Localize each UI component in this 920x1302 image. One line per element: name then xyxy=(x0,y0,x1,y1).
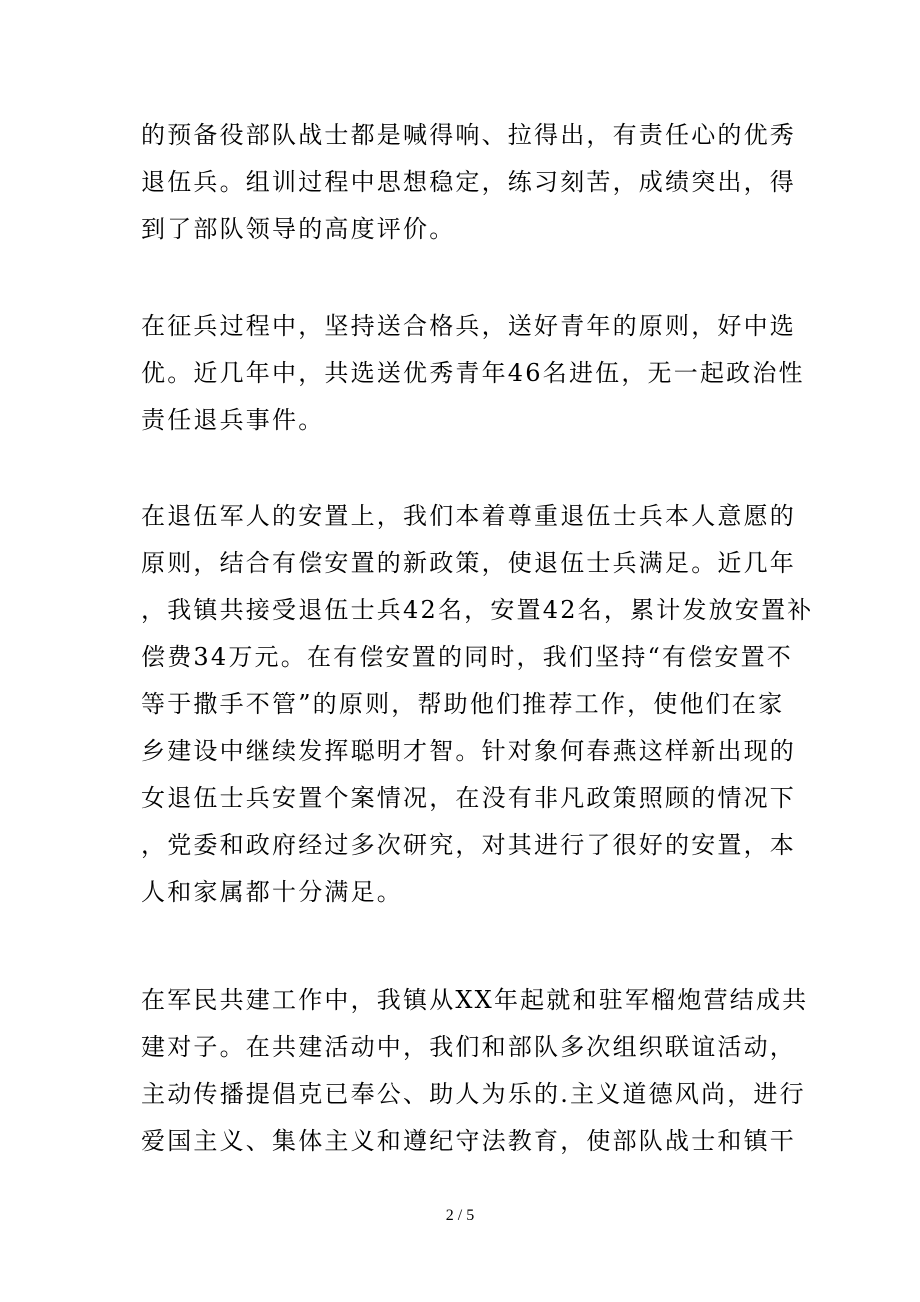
text-line: 主动传播提倡克已奉公、助人为乐的.主义道德风尚，进行 xyxy=(141,1080,806,1108)
text-line: ，党委和政府经过多次研究，对其进行了很好的安置，本 xyxy=(141,831,796,859)
text-line: 退伍兵。组训过程中思想稳定，练习刻苦，成绩突出，得 xyxy=(141,168,796,196)
paragraph-2 xyxy=(141,303,805,444)
text-line: 到了部队领导的高度评价。 xyxy=(141,215,456,243)
text-line: 乡建设中继续发挥聪明才智。针对象何春燕这样新出现的 xyxy=(141,737,796,765)
text-line: 在退伍军人的安置上，我们本着尊重退伍士兵本人意愿的 xyxy=(141,502,796,530)
text-line: 偿费34万元。在有偿安置的同时，我们坚持“有偿安置不 xyxy=(141,643,794,671)
text-line: 建对子。在共建活动中，我们和部队多次组织联谊活动， xyxy=(141,1033,796,1061)
text-line: 在军民共建工作中，我镇从XX年起就和驻军榴炮营结成共 xyxy=(141,986,809,1014)
text-line: 女退伍士兵安置个案情况，在没有非凡政策照顾的情况下 xyxy=(141,784,796,812)
text-line: 人和家属都十分满足。 xyxy=(141,878,403,906)
page-number: 2 / 5 xyxy=(445,1207,475,1224)
text-line: 爱国主义、集体主义和遵纪守法教育，使部队战士和镇干 xyxy=(141,1127,796,1155)
paragraph-3 xyxy=(141,493,814,916)
text-line: ，我镇共接受退伍士兵42名，安置42名，累计发放安置补 xyxy=(141,596,814,624)
paragraph-4 xyxy=(141,977,809,1165)
text-line: 原则，结合有偿安置的新政策，使退伍士兵满足。近几年 xyxy=(141,549,796,577)
text-line: 等于撒手不管”的原则，帮助他们推荐工作，使他们在家 xyxy=(141,690,785,718)
text-line: 责任退兵事件。 xyxy=(141,406,325,434)
text-line: 的预备役部队战士都是喊得响、拉得出，有责任心的优秀 xyxy=(141,121,796,149)
paragraph-1 xyxy=(141,112,796,253)
text-line: 在征兵过程中，坚持送合格兵，送好青年的原则，好中选 xyxy=(141,312,796,340)
text-line: 优。近几年中，共选送优秀青年46名进伍，无一起政治性 xyxy=(141,359,805,387)
